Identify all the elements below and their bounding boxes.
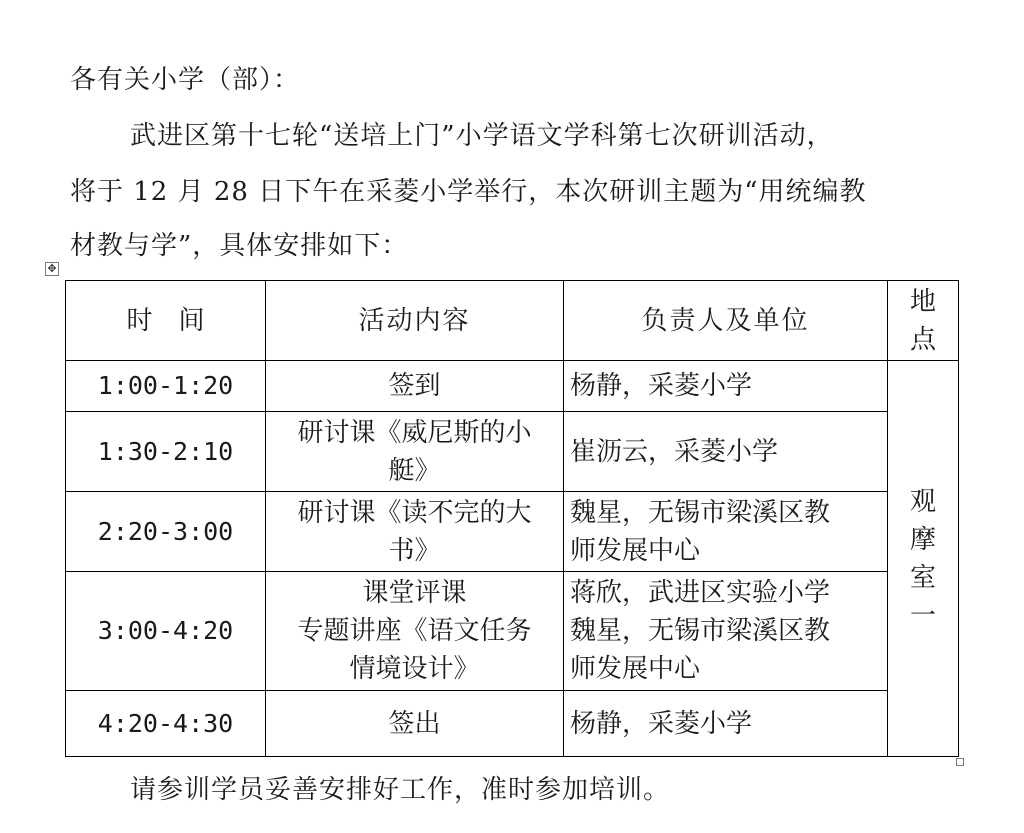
header-location-line-1: 地 (909, 286, 936, 317)
schedule-table (65, 280, 959, 757)
header-activity: 活动内容 (266, 281, 564, 361)
row-activity (266, 361, 564, 412)
row-responsible (564, 492, 888, 572)
row-responsible (564, 412, 888, 492)
location-char: 摩 (909, 524, 936, 555)
table-row (66, 412, 959, 492)
closing-line: 请参训学员妥善安排好工作，准时参加培训。 (130, 775, 671, 805)
salutation: 各有关小学（部）： (70, 65, 301, 95)
intro-line-2: 将于 12 月 28 日下午在采菱小学举行，本次研训主题为“用统编教 (70, 177, 867, 207)
row-time: 1:30-2:10 (66, 412, 266, 492)
table-row (66, 572, 959, 691)
location-char: 一 (909, 600, 936, 631)
row-activity (266, 572, 564, 691)
location-char: 观 (909, 486, 936, 517)
activity-line: 签到 (388, 371, 441, 401)
table-row (66, 492, 959, 572)
table-row (66, 691, 959, 757)
responsible-line: 崔沥云，采菱小学 (570, 436, 779, 467)
row-activity (266, 492, 564, 572)
responsible-line: 蒋欣，武进区实验小学 (570, 578, 831, 608)
row-responsible (564, 691, 888, 757)
header-responsible: 负责人及单位 (564, 281, 888, 361)
row-responsible (564, 572, 888, 691)
table-row (66, 361, 959, 412)
row-activity (266, 412, 564, 492)
row-time: 2:20-3:00 (66, 492, 266, 572)
row-time: 3:00-4:20 (66, 572, 266, 691)
table-header-row (66, 281, 959, 361)
table-move-handle-icon[interactable]: ✥ (45, 262, 59, 276)
responsible-line: 师发展中心 (570, 535, 701, 566)
row-time: 1:00-1:20 (66, 361, 266, 412)
activity-line: 课堂评课 (362, 578, 467, 608)
responsible-line: 魏星，无锡市梁溪区教 (570, 497, 831, 528)
row-time: 4:20-4:30 (66, 691, 266, 757)
activity-line: 专题讲座《语文任务 (297, 616, 532, 646)
intro-line-1: 武进区第十七轮“送培上门”小学语文学科第七次研训活动， (130, 121, 834, 151)
activity-line: 书》 (388, 535, 441, 566)
responsible-line: 杨静，采菱小学 (570, 708, 753, 739)
activity-line: 签出 (388, 708, 441, 739)
intro-line-3: 材教与学”，具体安排如下： (70, 231, 409, 261)
location-cell (888, 361, 959, 757)
header-time: 时 间 (66, 281, 266, 361)
activity-line: 研讨课《威尼斯的小 (297, 417, 532, 448)
responsible-line: 师发展中心 (570, 654, 701, 684)
location-char: 室 (909, 562, 936, 593)
row-activity (266, 691, 564, 757)
header-location (888, 281, 959, 361)
row-responsible (564, 361, 888, 412)
activity-line: 情境设计》 (349, 654, 480, 684)
responsible-line: 魏星，无锡市梁溪区教 (570, 616, 831, 646)
responsible-line: 杨静，采菱小学 (570, 371, 753, 401)
header-location-line-2: 点 (909, 324, 936, 355)
activity-line: 研讨课《读不完的大 (297, 497, 532, 528)
activity-line: 艇》 (388, 455, 441, 486)
